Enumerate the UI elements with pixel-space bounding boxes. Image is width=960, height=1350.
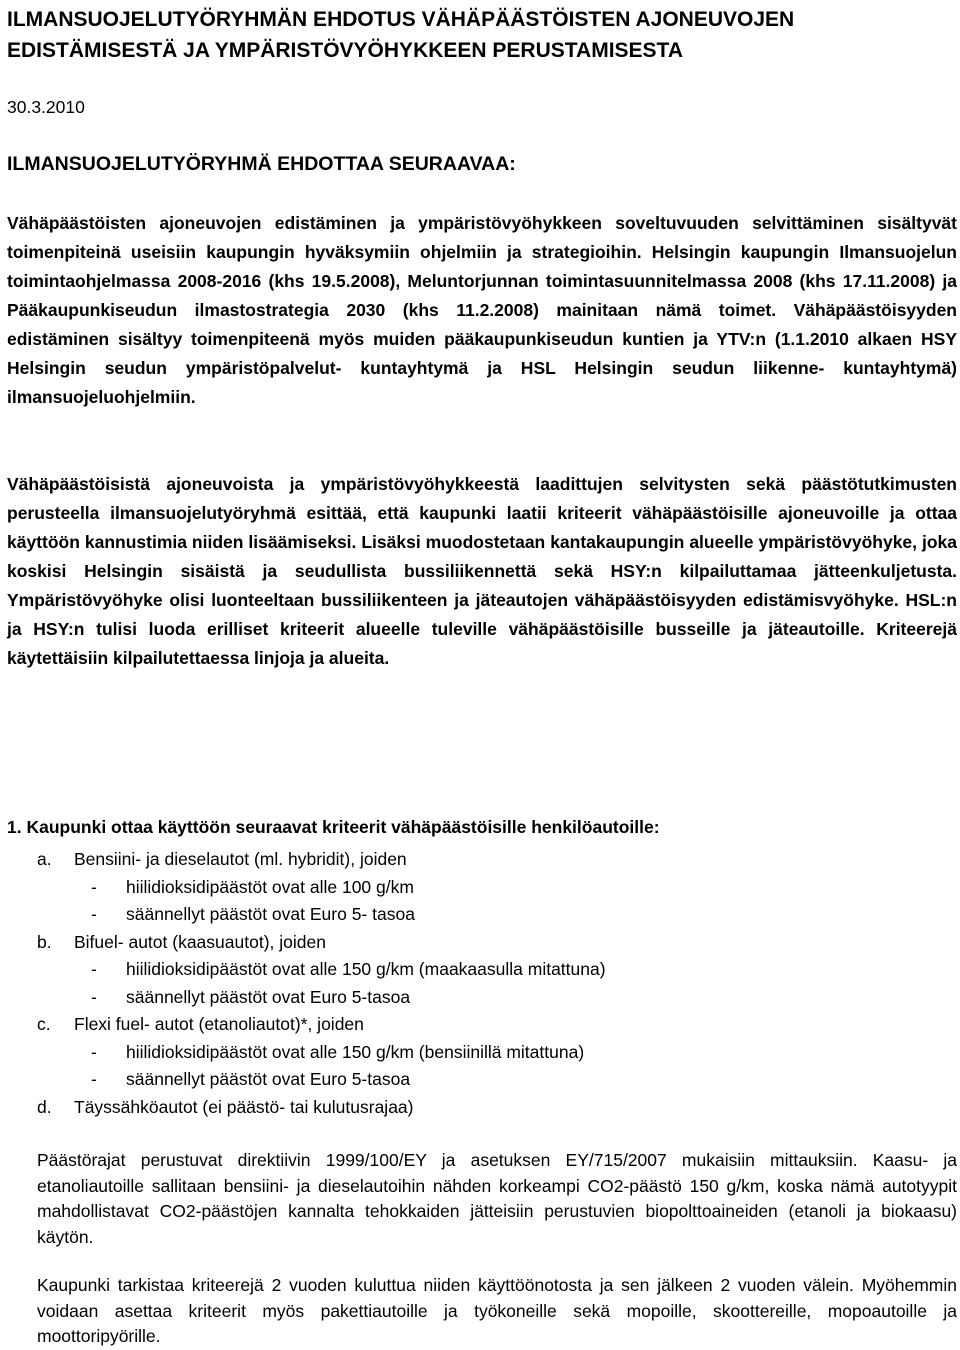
- criteria-item-a: [37, 846, 937, 874]
- proposal-heading: ILMANSUOJELUTYÖRYHMÄ EHDOTTAA SEURAAVAA:: [7, 153, 516, 175]
- criteria-text: Bensiini- ja dieselautot (ml. hybridit), joiden: [74, 849, 407, 869]
- criteria-text: Täyssähköautot (ei päästö- tai kulutusrajaa): [74, 1096, 414, 1117]
- section-title-criteria: 1. Kaupunki ottaa käyttöön seuraavat kriteerit vähäpäästöisille henkilöautoille:: [7, 817, 660, 837]
- criteria-label: d.: [37, 1096, 52, 1117]
- criteria-text: Flexi fuel- autot (etanoliautot)*, joiden: [74, 1014, 364, 1034]
- criteria-subitem-text: hiilidioksidipäästöt ovat alle 150 g/km (bensiinillä mitattuna): [126, 1041, 585, 1062]
- dash-marker: -: [91, 904, 97, 924]
- criteria-subitem-text: hiilidioksidipäästöt ovat alle 100 g/km: [126, 876, 414, 897]
- criteria-item-d: [37, 1094, 937, 1122]
- criteria-list: [37, 846, 937, 1121]
- criteria-text: Bifuel- autot (kaasuautot), joiden: [74, 931, 326, 952]
- criteria-subitem-text: säännellyt päästöt ovat Euro 5-tasoa: [126, 1069, 411, 1089]
- criteria-item-b: [37, 929, 937, 957]
- criteria-subitem: [37, 1066, 937, 1094]
- criteria-subitem: [37, 874, 937, 902]
- dash-marker: -: [91, 959, 97, 979]
- criteria-subitem: [37, 1039, 937, 1067]
- dash-marker: -: [91, 1069, 97, 1089]
- paragraph-proposal: Vähäpäästöisistä ajoneuvoista ja ympäristövyöhykkeestä laadittujen selvitysten sekä päästötutkimusten perusteella ilmansuojelutyöryhmä esittää, että kaupunki laatii kriteerit vähäpäästöisille ajoneuvoille ja ottaa käyttöön kannustimia niiden lisäämiseksi. Lisäksi muodostetaan kantakaupungin alueelle ympäristövyöhyke, joka koskisi Helsingin sisäistä ja seudullista bussiliikennettä sekä HSY:n kilpailuttamaa jätteenkuljetusta. Ympäristövyöhyke olisi luonteeltaan bussiliikenteen ja jäteautojen vähäpäästöisyyden edistämisvyöhyke. HSL:n ja HSY:n tulisi luoda erilliset kriteerit alueelle tuleville vähäpäästöisille busseille ja jäteautoille. Kriteerejä käytettäisiin kilpailutettaessa linjoja ja alueita.: [7, 474, 957, 668]
- paragraph-emission-limits: Päästörajat perustuvat direktiivin 1999/100/EY ja asetuksen EY/715/2007 mukaisiin mittauksiin. Kaasu- ja etanoliautoille sallitaan bensiini- ja dieselautoihin nähden korkeampi CO2-päästö 150 g/km, koska nämä autotyypit mahdollistavat CO2-päästöjen kannalta tehokkaiden jätteisiin perustuvien biopolttoaineiden (etanoli ja biokaasu) käytön.: [37, 1150, 957, 1247]
- criteria-subitem-text: säännellyt päästöt ovat Euro 5- tasoa: [126, 904, 415, 924]
- paragraph-background: Vähäpäästöisten ajoneuvojen edistäminen ja ympäristövyöhykkeen soveltuvuuden selvittäminen sisältyvät toimenpiteinä useisiin kaupungin hyväksymiin ohjelmiin ja strategioihin. Helsingin kaupungin Ilmansuojelun toimintaohjelmassa 2008-2016 (khs 19.5.2008), Meluntorjunnan toimintasuunnitelmassa 2008 (khs 17.11.2008) ja Pääkaupunkiseudun ilmastostrategia 2030 (khs 11.2.2008) mainitaan nämä toimet. Vähäpäästöisyyden edistäminen sisältyy toimenpiteenä myös muiden pääkaupunkiseudun kuntien ja YTV:n (1.1.2010 alkaen HSY Helsingin seudun ympäristöpalvelut- kuntayhtymä ja HSL Helsingin seudun liikenne- kuntayhtymä) ilmansuojeluohjelmiin.: [7, 213, 957, 407]
- criteria-item-c: [37, 1011, 937, 1039]
- criteria-subitem: [37, 956, 937, 984]
- document-title: ILMANSUOJELUTYÖRYHMÄN EHDOTUS VÄHÄPÄÄSTÖISTEN AJONEUVOJEN EDISTÄMISESTÄ JA YMPÄRISTÖVYÖHYKKEEN PERUSTAMISESTA: [7, 8, 795, 62]
- dash-marker: -: [91, 1041, 97, 1062]
- criteria-label: b.: [37, 931, 52, 952]
- criteria-subitem: [37, 901, 937, 929]
- document-date: 30.3.2010: [7, 97, 85, 117]
- dash-marker: -: [91, 986, 97, 1007]
- criteria-label: a.: [37, 849, 52, 869]
- criteria-subitem-text: säännellyt päästöt ovat Euro 5-tasoa: [126, 986, 411, 1007]
- criteria-subitem-text: hiilidioksidipäästöt ovat alle 150 g/km (maakaasulla mitattuna): [126, 959, 606, 979]
- criteria-label: c.: [37, 1014, 51, 1034]
- dash-marker: -: [91, 876, 97, 897]
- paragraph-review: Kaupunki tarkistaa kriteerejä 2 vuoden kuluttua niiden käyttöönotosta ja sen jälkeen 2 vuoden välein. Myöhemmin voidaan asettaa kriteerit myös pakettiautoille ja työkoneille sekä mopoille, skoottereille, mopoautoille ja moottoripyörille.: [37, 1275, 957, 1346]
- criteria-subitem: [37, 984, 937, 1012]
